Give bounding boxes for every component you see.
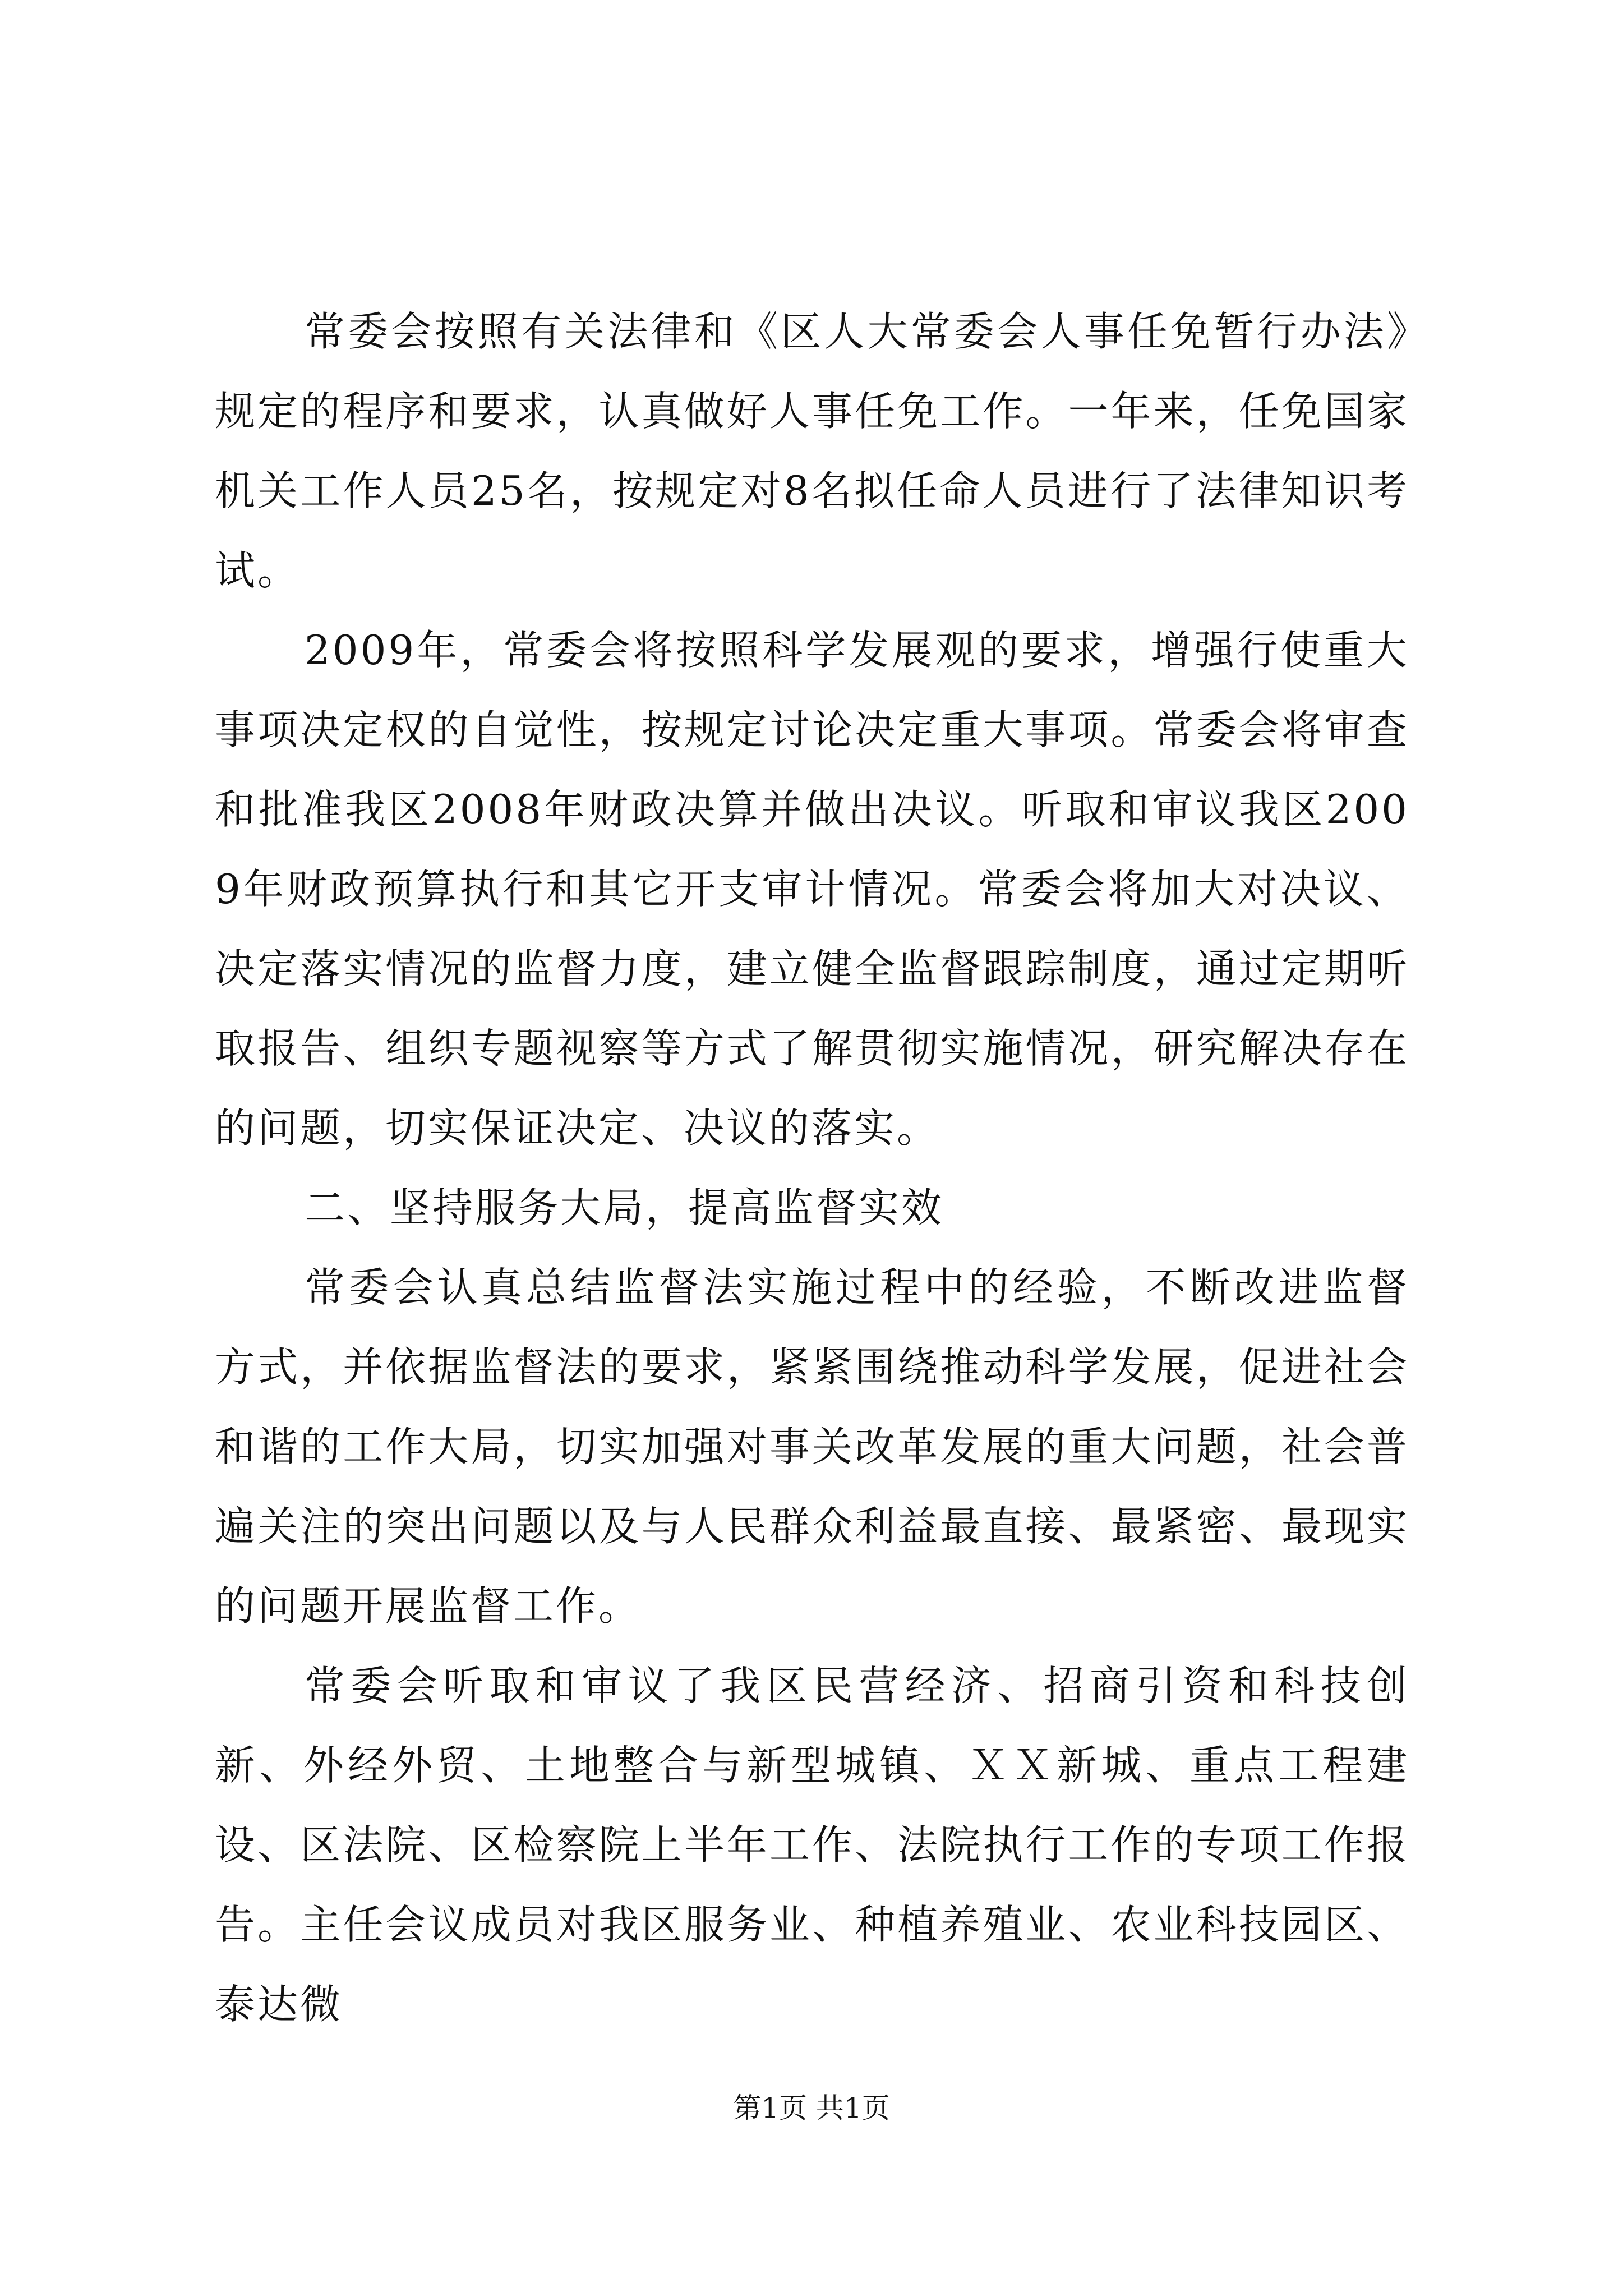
paragraph-supervision-methods: 常委会认真总结监督法实施过程中的经验，不断改进监督方式，并依据监督法的要求，紧紧围绕推动科学发展，促进社会和谐的工作大局，切实加强对事关改革发展的重大问题，社会普遍关注的突出问题以及与人民群众利益最直接、最紧密、最现实的问题开展监督工作。: [215, 1264, 1409, 1630]
section-heading: 二、坚持服务大局，提高监督实效: [305, 1184, 944, 1231]
paragraph-work-reports: 常委会听取和审议了我区民营经济、招商引资和科技创新、外经外贸、土地整合与新型城镇、ＸＸ新城、重点工程建设、区法院、区检察院上半年工作、法院执行工作的专项工作报告。主任会议成员对我区服务业、种植养殖业、农业科技园区、泰达微: [215, 1662, 1409, 2028]
paragraph-2009-plans: 2009年，常委会将按照科学发展观的要求，增强行使重大事项决定权的自觉性，按规定讨论决定重大事项。常委会将审查和批准我区2008年财政决算并做出决议。听取和审议我区2009年财政预算执行和其它开支审计情况。常委会将加大对决议、决定落实情况的监督力度，建立健全监督跟踪制度，通过定期听取报告、组织专题视察等方式了解贯彻实施情况，研究解决存在的问题，切实保证决定、决议的落实。: [215, 627, 1409, 1152]
document-body: [215, 292, 1409, 2044]
page-number-footer: 第1页 共1页: [733, 2092, 890, 2124]
paragraph-appointments: 常委会按照有关法律和《区人大常委会人事任免暂行办法》规定的程序和要求，认真做好人事任免工作。一年来，任免国家机关工作人员25名，按规定对8名拟任命人员进行了法律知识考试。: [215, 308, 1409, 594]
